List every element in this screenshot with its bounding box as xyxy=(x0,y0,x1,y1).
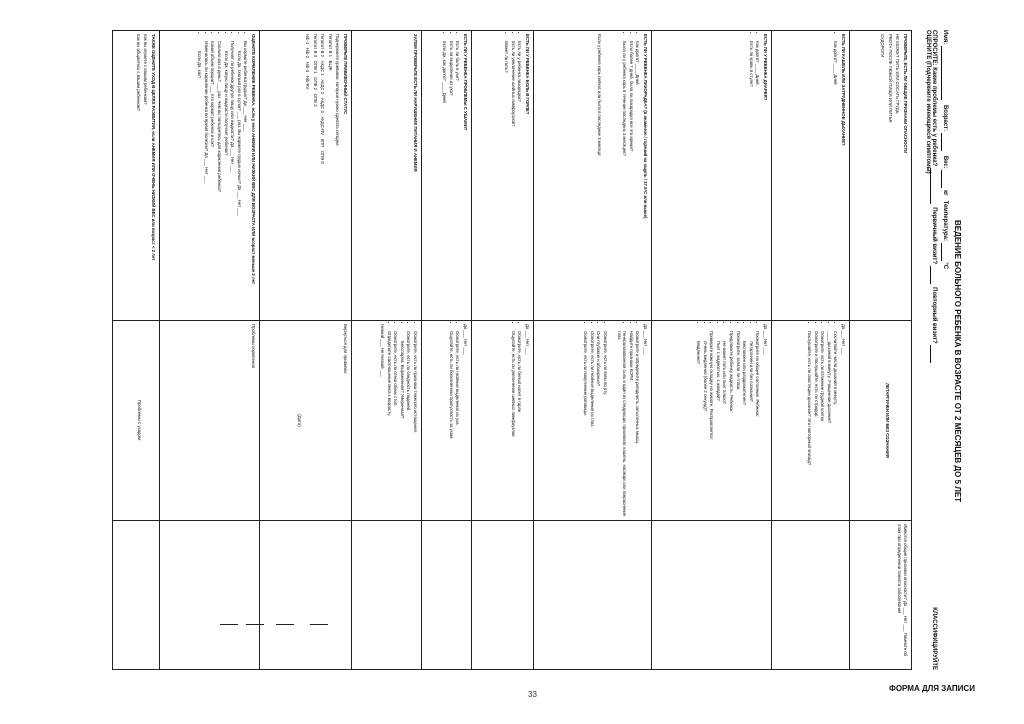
date-label: (Дата) xyxy=(297,414,303,427)
immunization-row xyxy=(259,31,351,669)
vaccine-row: Гепатит В 2 АКДС 1 АКДС 2 АКДС 3 АКДС-RV КПП ОПВ 0 xyxy=(320,34,326,164)
feeding-item: • Сколько раз в день? ___ раз. Чем вы пользуетесь для кормления ребенка? xyxy=(216,41,222,317)
development-item: Как вы играете с вашим ребенком? xyxy=(143,34,149,105)
throat-title: ЕСТЬ ЛИ У РЕБЕНКА БОЛЬ В ГОРЛЕ? xyxy=(525,34,530,115)
danger-signs-assess xyxy=(850,31,911,321)
feeding-problems xyxy=(160,321,259,521)
malnutrition-look xyxy=(352,321,421,521)
age-label: Возраст: xyxy=(942,104,948,132)
complaint-label: СПРОСИТЕ: Какие проблемы есть у ребенка? xyxy=(931,30,937,167)
cough-check: • Сосчитайте число дыханий в минуту. xyxy=(833,331,839,517)
fever-title: ЕСТЬ ЛИ У РЕБЕНКА ЛИХОРАДКА? (в анамнезе / горячий на ощупь / 37.5°C или выше) xyxy=(643,34,648,219)
vaccine-row: Гепатит В 3 ОПВ 1 ОПВ 2 ОПВ 3 xyxy=(312,34,318,107)
diarrhea-check: • Беспокоен или раздражителен? xyxy=(742,331,748,517)
immunization-assess xyxy=(260,31,351,321)
danger-signs-look xyxy=(850,321,911,521)
feeding-assess xyxy=(160,31,259,321)
ear-check: • Осмотрите, есть ли гнойные выделения из уха. xyxy=(455,331,461,517)
feeding-item: • Какой объем порции? ___ Кто кормит ребенка и как? xyxy=(210,41,216,317)
ear-row xyxy=(421,31,471,669)
return-label: Вернуться для прививки: xyxy=(343,324,348,375)
malnutrition-check: • Бесспорна. Выраженная? Умеренная? xyxy=(399,331,405,517)
fever-look xyxy=(534,321,651,521)
form-title: ВЕДЕНИЕ БОЛЬНОГО РЕБЕНКА В ВОЗРАСТЕ ОТ 2 МЕСЯЦЕВ ДО 5 ЛЕТ xyxy=(953,220,962,503)
ear-classify xyxy=(422,521,471,669)
diarrhea-blood: • Есть ли кровь в стуле? xyxy=(748,41,754,317)
feeding-row xyxy=(159,31,259,669)
measles-check: • Они глубокие и обширные? xyxy=(596,331,602,517)
diarrhea-check: • Посмотрите, запали ли глаза. xyxy=(735,331,741,517)
fever-check: • Осмотрите и определите ригидность затылочных мышц. xyxy=(635,331,641,517)
cough-look xyxy=(772,321,849,521)
throat-item: • Есть ли у ребенка лихорадка? xyxy=(517,41,523,317)
feeding-item: • Если Да, как? xyxy=(197,41,203,317)
measles-prompt: Если у ребенка корь сейчас или была в последние 3 месяца: xyxy=(596,34,602,157)
fever-check: • Найдите признаки КОРИ: xyxy=(628,331,634,517)
malnutrition-row xyxy=(351,31,421,669)
throat-item: • Есть ли увеличение шейных лимфоузлов? xyxy=(510,41,516,317)
complaint-line xyxy=(925,30,936,363)
diarrhea-look xyxy=(652,321,771,521)
diarrhea-classify xyxy=(652,521,771,669)
danger-sign-item: НЕ МОЖЕТ ПИТЬ ИЛИ СОСАТЬ ГРУДЬ xyxy=(895,34,901,114)
development-assess xyxy=(113,31,159,321)
immunization-classify xyxy=(260,521,351,669)
immunization-note: Подчеркните прививки, которые нужно сделать сегодня. xyxy=(335,34,341,147)
ear-check: • Ощупайте, есть ли болезненная припухлость за ухом. xyxy=(448,331,454,517)
vaccine-row: Гепатит В 1 БЦЖ xyxy=(327,34,333,71)
ear-item: • Есть ли боль в ухе? xyxy=(455,41,461,317)
malnutrition-check: • Осмотрите, есть ли признаки тяжелого истощения. xyxy=(412,331,418,517)
patient-info-line xyxy=(941,30,947,269)
temperature-label: Температура: xyxy=(942,200,948,241)
fever-item: • Если более 7 дней, была ли лихорадка все это время? xyxy=(628,41,634,317)
form-header xyxy=(912,30,960,670)
low-weight-field: Низкий ___ Не Низкий ___ xyxy=(380,324,386,377)
malnutrition-title: ЗАТЕМ ПРОВЕРЬТЕ ЕСТЬ ЛИ НАРУШЕНИЕ ПИТАНИЯ И АНЕМИЯ xyxy=(413,34,418,172)
feeding-item: • Получает ли ребенок другую пищу или жидкости? Да ___ Нет ___ xyxy=(230,41,236,317)
vaccine-row: Hib-1 Hib-2 Hib-3 Hib-RV xyxy=(305,34,311,90)
diarrhea-duration: • Как долго? ____ Дней xyxy=(755,41,761,317)
malnutrition-check: • Осмотрите, есть ли бледность ладоней. xyxy=(406,331,412,517)
yes-no-field: Да ___ Нет ___ xyxy=(763,324,768,355)
danger-signs-classify-text: Имеются общие признаки опасности? Да ___ Нет ___ Помните об этом при определении тяжести заболевания xyxy=(897,524,908,657)
ear-item: • Если Да, как долго? ____ Дней xyxy=(442,41,448,317)
diarrhea-check: • Летаргичен или без сознания? xyxy=(748,331,754,517)
yes-no-field: Да ___ Нет ___ xyxy=(463,324,468,355)
cough-classify xyxy=(772,521,849,669)
danger-signs-title: ПРОВЕРЬТЕ, ЕСТЬ ЛИ ОБЩИЕ ПРИЗНАКИ ОПАСНОСТИ xyxy=(903,34,908,154)
fever-assess xyxy=(534,31,651,321)
cough-title: ЕСТЬ ЛИ КАШЕЛЬ ИЛИ ЗАТРУДНЕННОЕ ДЫХАНИЕ? xyxy=(841,34,846,146)
malnutrition-check: • Определите соотношение веса к возрасту. xyxy=(386,331,392,517)
danger-signs-row xyxy=(849,31,911,669)
cough-check: • ____ дыханий в минуту. Учащенное дыхание? xyxy=(826,331,832,517)
danger-sign-item: СУДОРОГИ xyxy=(880,34,886,58)
fever-row xyxy=(533,31,651,669)
measles-check: • Осмотрите, есть ли помутнение роговицы. xyxy=(583,331,589,517)
ear-title: ЕСТЬ ЛИ У РЕБЕНКА ПРОБЛЕМЫ С УШАМИ? xyxy=(463,34,468,131)
diarrhea-check: • Пьет с жадностью, с жаждой? xyxy=(715,331,721,517)
page-number: 33 xyxy=(528,690,537,699)
development-classify xyxy=(113,521,159,669)
development-row xyxy=(113,31,159,669)
diarrhea-check: • Посмотрите на общее состояние. Ребенок: xyxy=(755,331,761,517)
ear-look xyxy=(422,321,471,521)
assess-label: ОЦЕНИТЕ (Подчеркните имеющиеся симптомы) xyxy=(925,30,932,174)
primary-visit-label: Первичный визит? xyxy=(931,207,937,265)
repeat-visit-label: Повторный визит? xyxy=(931,287,937,344)
immunization-title: ПРОВЕРЬТЕ ПРИВИВОЧНЫЙ СТАТУС xyxy=(343,34,348,115)
signature-lines xyxy=(220,618,330,632)
development-item: Как вы общаетесь с вашим ребенком? xyxy=(135,34,141,111)
diarrhea-title: ЕСТЬ ЛИ У РЕБЕНКА ДИАРЕЯ? xyxy=(763,34,768,101)
fever-classify xyxy=(534,521,651,669)
measles-check: • Осмотрите, есть ли язвы во рту. xyxy=(602,331,608,517)
form-label: ФОРМА ДЛЯ ЗАПИСИ xyxy=(889,684,975,693)
throat-check: • Осмотрите, есть ли белый налет в горле xyxy=(517,331,523,517)
name-label: Имя: xyxy=(942,30,948,45)
diarrhea-check: • Предложите ребенку жидкость. Ребенок: xyxy=(728,331,734,517)
diarrhea-check: • Проверьте кожную складку на животе. Расправляется: xyxy=(709,331,715,517)
feeding-classify xyxy=(160,521,259,669)
weight-label: Вес: xyxy=(942,155,948,169)
cough-check: • Осмотрите и послушайте, есть ли стридор. xyxy=(813,331,819,517)
ear-assess xyxy=(422,31,471,321)
yes-no-field: Да ___ Нет ___ xyxy=(643,324,648,355)
feeding-item: • Изменилось ли кормление ребенка во время болезни? Да ___ Нет ___ xyxy=(203,41,209,317)
cough-check: • Послушайте, есть ли свистящее дыхание? Это повторный эпизод? xyxy=(806,331,812,517)
fever-item: • Была ли у ребенка корь в течение последних 3 месяцев? xyxy=(622,41,628,317)
care-problems-label: Проблемы с уходом: xyxy=(137,399,142,442)
development-problems xyxy=(113,321,159,521)
danger-sign-item: РВОТА ПОСЛЕ ЛЮБОЙ ПИЩИ ИЛИ ПИТЬЯ xyxy=(887,34,893,123)
ear-item: • Есть ли выделения из уха? xyxy=(448,41,454,317)
celsius-unit: °C xyxy=(942,262,948,270)
feeding-problems-label: Проблемы кормления xyxy=(251,324,256,368)
development-title: ТАКЖЕ ОЦЕНИТЕ УХОД В ЦЕЛЯХ РАЗВИТИЯ, если АНЕМИЯ ИЛИ ОЧЕНЬ НИЗКИЙ ВЕС или возраст < 2 лет xyxy=(151,34,156,261)
lethargic-label: ЛЕТАРГИЧЕН ИЛИ БЕЗ СОЗНАНИЯ xyxy=(885,383,890,458)
yes-no-field: Да ___ Нет ___ xyxy=(525,324,530,355)
record-form xyxy=(100,30,960,670)
kg-unit: кг xyxy=(942,190,948,196)
cough-assess xyxy=(772,31,849,321)
throat-row xyxy=(471,31,533,669)
yes-no-field: Да ___ Нет ___ xyxy=(841,324,846,355)
diarrhea-check: • Не может пить или пьет плохо? xyxy=(722,331,728,517)
diarrhea-check: • Медленно? xyxy=(695,331,701,517)
fever-item: • Как долго? ____ Дней xyxy=(635,41,641,317)
throat-item: • Может ли пить? xyxy=(504,41,510,317)
feeding-item: • Если Да, какую пищу и жидкости получает ребенок? xyxy=(223,41,229,317)
fever-check: • Генерализованная сыпь и один из следующих признаков: кашель, насморк или покраснение глаз. xyxy=(616,331,627,517)
cough-check: • Осмотрите, есть ли втяжение грудной клетки. xyxy=(820,331,826,517)
classify-label: КЛАССИФИЦИРУЙТЕ xyxy=(931,607,937,670)
diarrhea-check: • Очень медленно (более 2 секунд)? xyxy=(702,331,708,517)
cough-duration: • Как долго? ____ Дней xyxy=(833,41,839,317)
throat-classify xyxy=(472,521,533,669)
malnutrition-classify xyxy=(352,521,421,669)
feeding-title: ОЦЕНИТЕ КОРМЛЕНИЕ РЕБЕНКА, если у него АНЕМИЯ ИЛИ НИЗКИЙ ВЕС ДЛЯ ВОЗРАСТА ИЛИ возраст меньше 2 лет xyxy=(251,34,256,285)
throat-assess xyxy=(472,31,533,321)
feeding-item: • Если Да, сколько раз в сутки? ___ раз. Вы кормите грудью ночью? Да ___ Нет ___ xyxy=(236,41,242,317)
throat-look xyxy=(472,321,533,521)
danger-signs-classify xyxy=(850,521,911,669)
assessment-grid xyxy=(112,30,912,670)
malnutrition-assess xyxy=(352,31,421,321)
immunization-return xyxy=(260,321,351,521)
measles-check: • Осмотрите, есть ли гнойные выделения из глаз. xyxy=(589,331,595,517)
malnutrition-check: • Осмотрите, есть ли отеки обеих стоп. xyxy=(393,331,399,517)
feeding-item: • Вы кормите ребенка грудью? Да ___ Нет ___ xyxy=(243,41,249,317)
cough-row xyxy=(771,31,849,669)
diarrhea-row xyxy=(651,31,771,669)
throat-check: • Ощупайте, есть ли увеличение шейных лимфоузлов xyxy=(510,331,516,517)
diarrhea-assess xyxy=(652,31,771,321)
